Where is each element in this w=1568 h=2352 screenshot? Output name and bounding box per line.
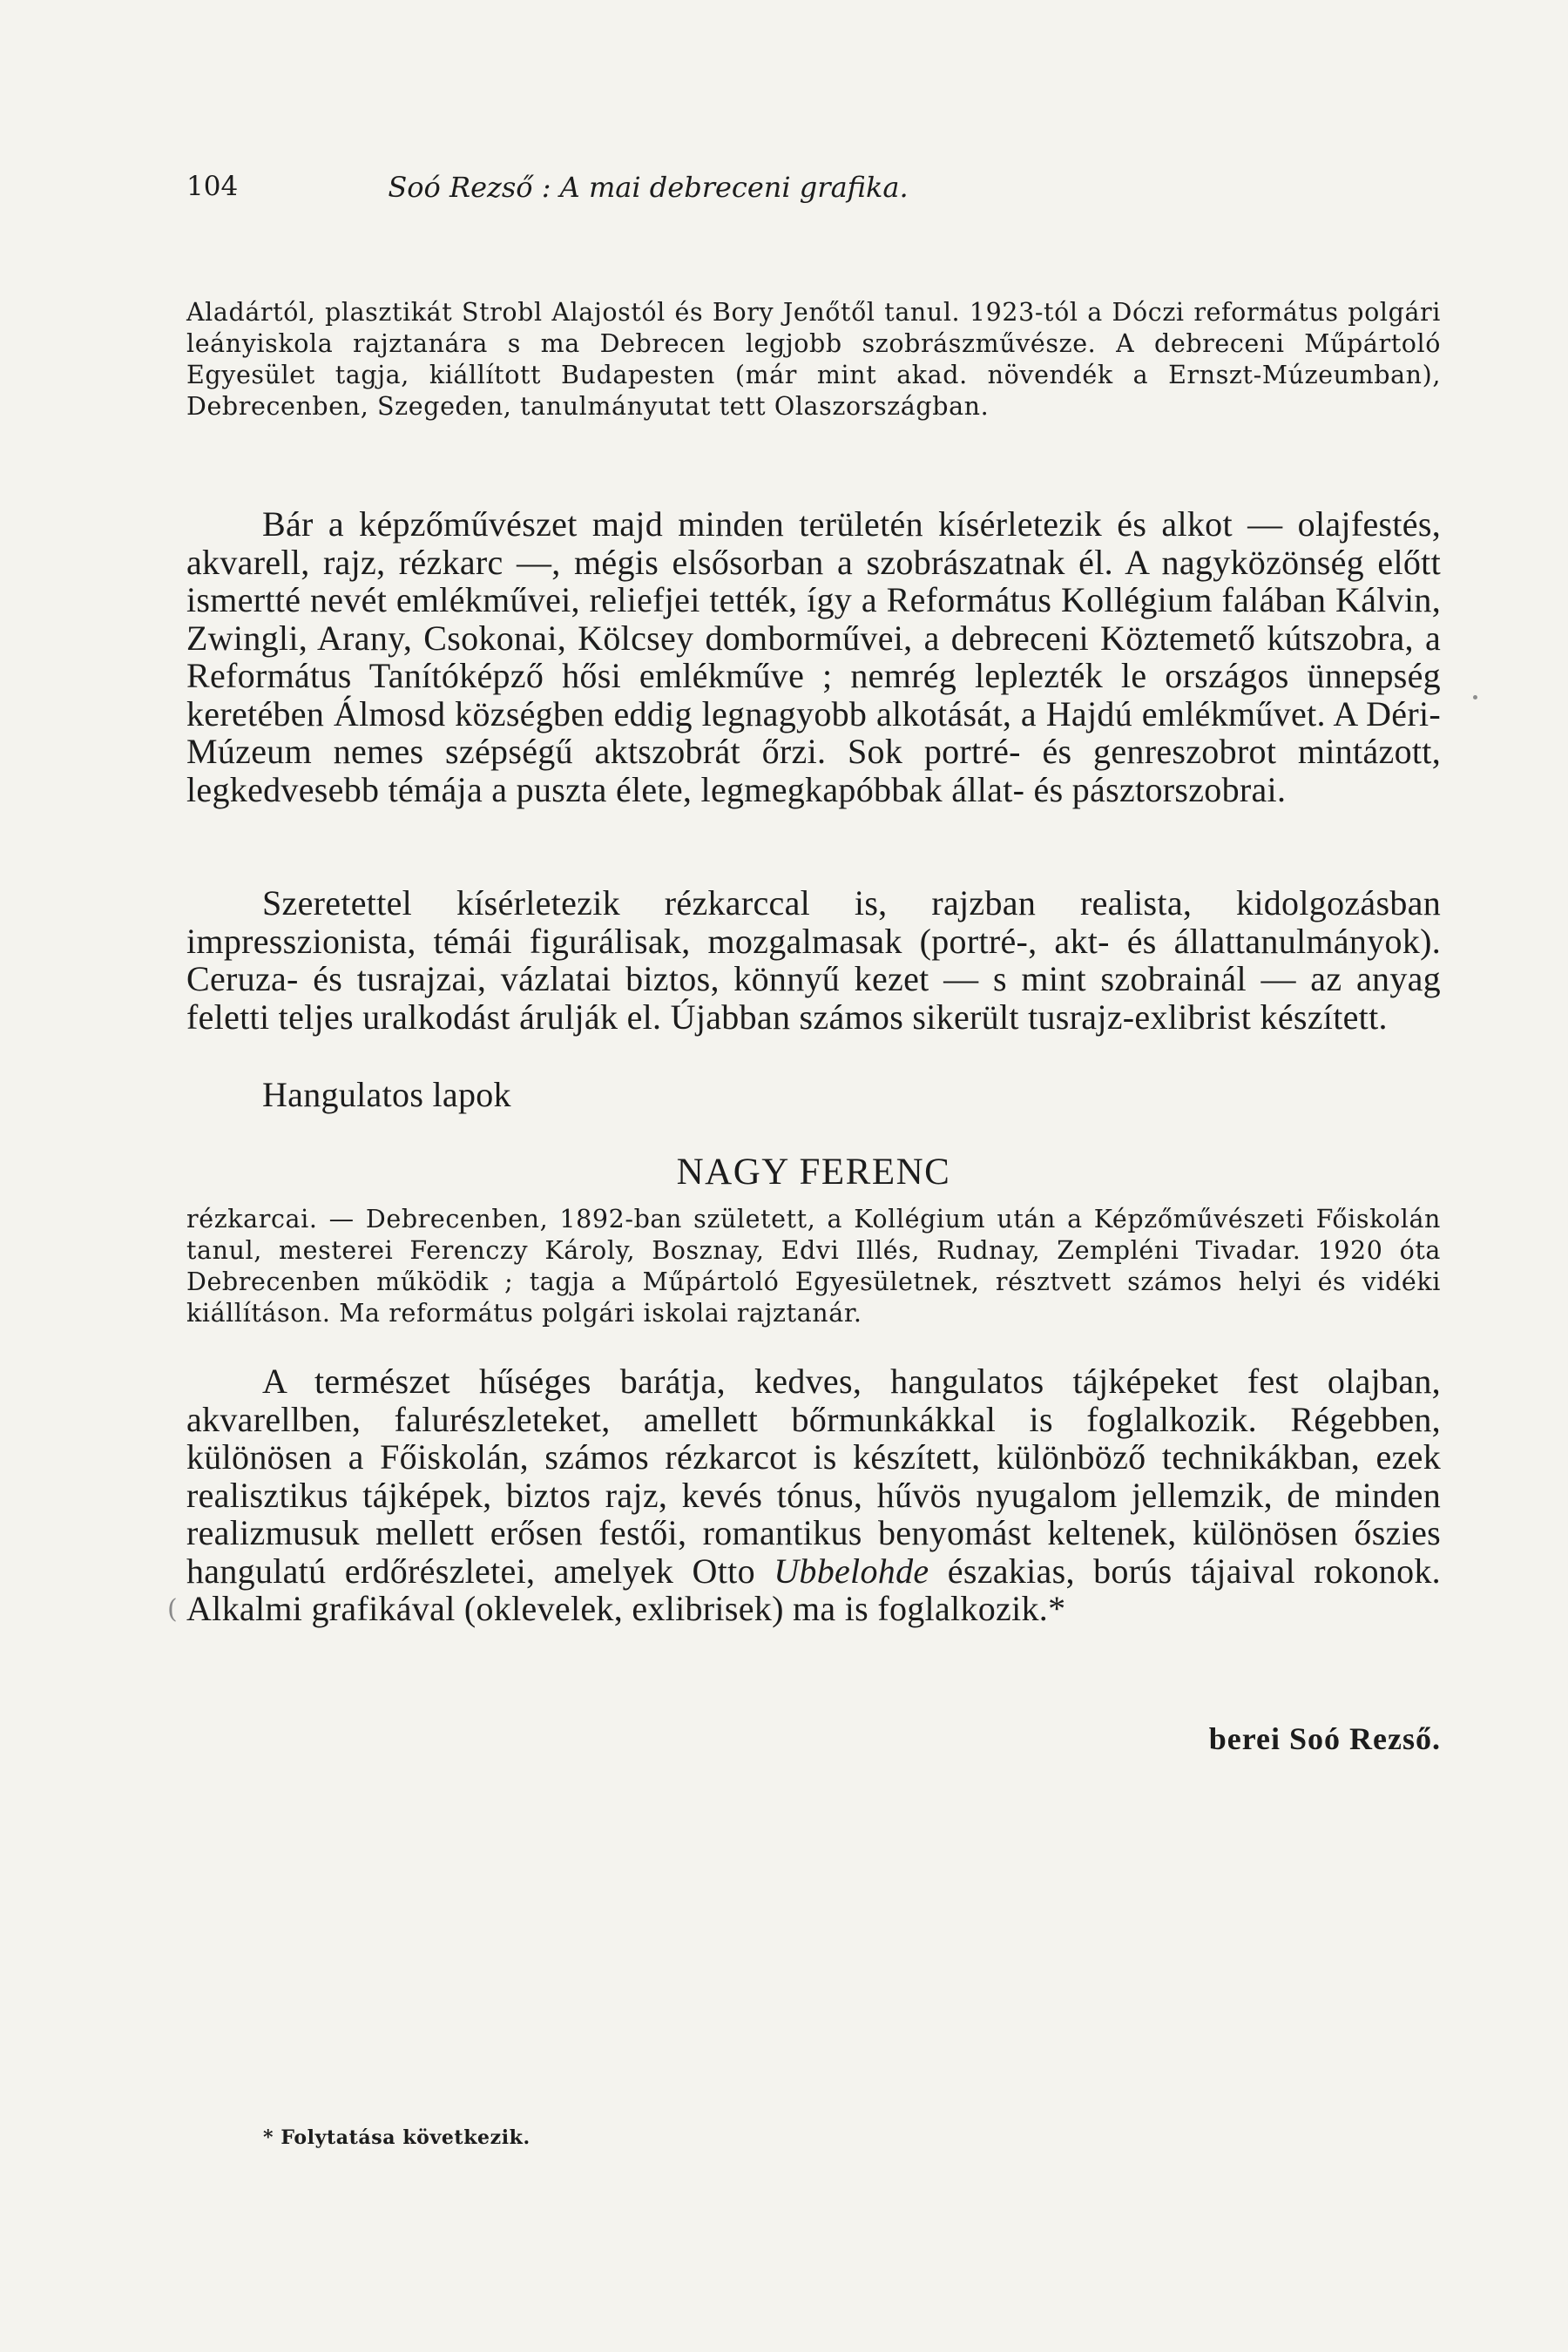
sculpture-paragraph — [186, 505, 1441, 808]
painter-name: Ubbelohde — [774, 1551, 929, 1591]
nature-text — [186, 1362, 1441, 1628]
page-number: 104 — [186, 171, 239, 202]
nature-text-b: északias, borús tájaival rokonok. Alkalmi grafikával (oklevelek, exlibrisek) ma is foglalkozik.* — [186, 1551, 1441, 1628]
nature-text-a: A természet hűséges barátja, kedves, hangulatos tájképeket fest olajban, akvarellben, falurészleteket, amellett bőrmunkákkal is foglalkozik. Régebben, különösen a Főiskolán, számos rézkarcot is készített, különböző technikákban, ezek realisztikus tájképek, biztos rajz, kevés tónus, hűvös nyugalom jellemzik, de minden realizmusuk mellett erősen festői, romantikus benyomást keltenek, különösen őszies hangulatú erdőrészletei, amelyek Otto — [186, 1362, 1441, 1591]
intro-paragraph — [186, 297, 1441, 422]
intro-text: Aladártól, plasztikát Strobl Alajostól és Bory Jenőtől tanul. 1923-tól a Dóczi református polgári leányiskola rajztanára s ma Debrecen legjobb szobrászművésze. A debreceni Műpártoló Egyesület tagja, kiállított Budapesten (már mint akad. növendék a Ernszt-Múzeumban), Debrecenben, Szegeden, tanulmányutat tett Olaszországban. — [186, 298, 1441, 421]
etching-text: Szeretettel kísérletezik rézkarccal is, rajzban realista, kidolgozásban impresszionista, témái figurálisak, mozgalmasak (portré-, akt- és állattanulmányok). Ceruza- és tusrajzai, vázlatai biztos, könnyű kezet — s mint szobrainál — az anyag feletti teljes uralkodást árulják el. Újabban számos sikerült tusrajz-exlibrist készített. — [186, 883, 1441, 1037]
etching-paragraph — [186, 884, 1441, 1036]
footnote: * Folytatása következik. — [263, 2126, 531, 2149]
bio-paragraph — [186, 1204, 1441, 1329]
artist-heading: NAGY FERENC — [676, 1152, 951, 1193]
running-title: Soó Rezső : A mai debreceni grafika. — [388, 171, 909, 204]
work-title: Hangulatos lapok — [262, 1075, 511, 1114]
margin-mark: ( — [167, 1594, 178, 1625]
page-header — [186, 171, 1441, 223]
paper-speck — [1473, 695, 1477, 700]
sculpture-text: Bár a képzőművészet majd minden területén kísérletezik és alkot — olajfestés, akvarell, rajz, rézkarc —, mégis elsősorban a szobrászatnak él. A nagyközönség előtt ismertté nevét emlékművei, reliefjei tették, így a Református Kollégium falában Kálvin, Zwingli, Arany, Csokonai, Kölcsey domborművei, a debreceni Köztemető kútszobra, a Református Tanítóképző hősi emlékműve ; nemrég leplezték le országos ünnepség keretében Álmosd községben eddig legnagyobb alkotását, a Hajdú emlékművet. A Déri-Múzeum nemes szépségű aktszobrát őrzi. Sok portré- és genreszobrot mintázott, legkedvesebb témája a puszta élete, legmegkapóbbak állat- és pásztorszobrai. — [186, 504, 1441, 809]
bio-text: rézkarcai. — Debrecenben, 1892-ban született, a Kollégium után a Képzőművészeti Főiskolán tanul, mesterei Ferenczy Károly, Bosznay, Edvi Illés, Rudnay, Zempléni Tivadar. 1920 óta Debrecenben működik ; tagja a Műpártoló Egyesületnek, résztvett számos helyi és vidéki kiállításon. Ma református polgári iskolai rajztanár. — [186, 1205, 1441, 1328]
nature-paragraph — [186, 1362, 1441, 1628]
author-signature: berei Soó Rezső. — [1208, 1721, 1441, 1756]
